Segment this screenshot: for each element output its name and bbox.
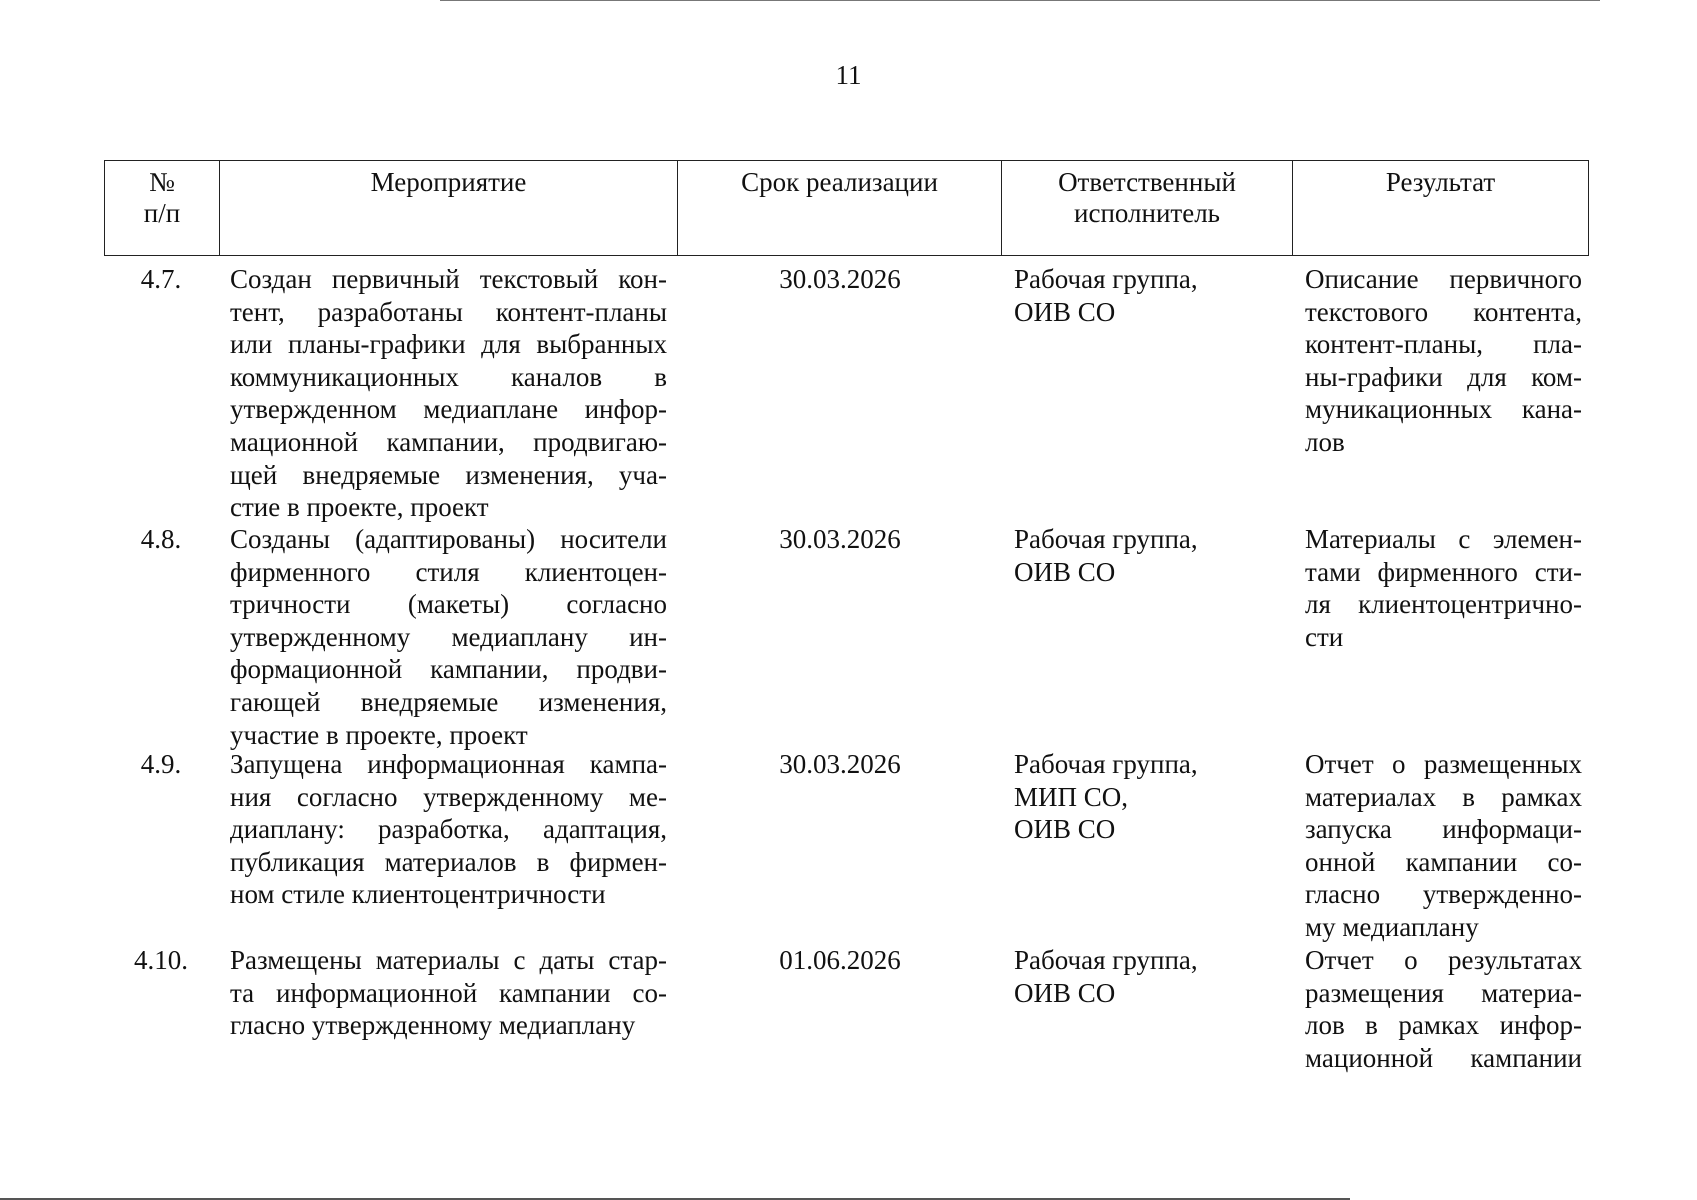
responsible-line: Рабочая группа, xyxy=(1014,524,1198,554)
responsible-line: Рабочая группа, xyxy=(1014,264,1198,294)
event-line: фирменного стиля клиентоцен- xyxy=(230,556,667,587)
header-responsible-cell xyxy=(1001,160,1293,256)
row-number: 4.10. xyxy=(134,945,188,975)
event-line: та информационной кампании со- xyxy=(230,977,667,1008)
header-deadline-label: Срок реализации xyxy=(741,167,938,197)
event-line: участие в проекте, проект xyxy=(230,719,528,750)
result-line: Отчет о размещенных xyxy=(1305,749,1582,779)
result-line: материалах в рамках xyxy=(1305,781,1582,812)
row-responsible xyxy=(1014,523,1274,588)
row-event xyxy=(230,523,667,751)
event-line: утвержденному медиаплану ин- xyxy=(230,621,667,652)
result-line: лов xyxy=(1305,426,1345,457)
event-line: стие в проекте, проект xyxy=(230,492,489,523)
result-line: тами фирменного сти- xyxy=(1305,556,1582,587)
result-line: гласно утвержденно- xyxy=(1305,879,1582,910)
row-event xyxy=(230,748,667,911)
header-result-cell xyxy=(1292,160,1589,256)
row-result xyxy=(1305,523,1582,653)
result-line: Материалы с элемен- xyxy=(1305,524,1582,554)
event-line: щей внедряемые изменения, уча- xyxy=(230,459,667,490)
row-event xyxy=(230,263,667,524)
row-date: 30.03.2026 xyxy=(779,524,901,554)
result-line: муникационных кана- xyxy=(1305,394,1582,425)
row-responsible xyxy=(1014,944,1274,1009)
header-event-label: Мероприятие xyxy=(370,167,527,197)
event-line: Запущена информационная кампа- xyxy=(230,749,667,779)
row-result xyxy=(1305,944,1582,1074)
result-line: Отчет о результатах xyxy=(1305,945,1582,975)
result-line: размещения материа- xyxy=(1305,977,1582,1008)
result-line: му медиаплану xyxy=(1305,911,1479,942)
event-line: тричности (макеты) согласно xyxy=(230,589,667,620)
header-responsible-line2: исполнитель xyxy=(1074,198,1220,228)
row-date: 30.03.2026 xyxy=(779,264,901,294)
result-line: текстового контента, xyxy=(1305,296,1582,327)
result-line: мационной кампании xyxy=(1305,1042,1582,1073)
responsible-line: МИП СО, xyxy=(1014,781,1129,812)
result-line: сти xyxy=(1305,621,1344,652)
result-line: лов в рамках инфор- xyxy=(1305,1010,1582,1041)
row-number: 4.8. xyxy=(140,524,182,554)
result-line: Описание первичного xyxy=(1305,264,1582,294)
result-line: ны-графики для ком- xyxy=(1305,361,1582,392)
event-line: диаплану: разработка, адаптация, xyxy=(230,814,667,845)
header-responsible-line1: Ответственный xyxy=(1058,167,1236,197)
row-result xyxy=(1305,263,1582,459)
top-rule xyxy=(440,0,1600,1)
header-number-line2: п/п xyxy=(143,198,181,228)
event-line: Создан первичный текстовый кон- xyxy=(230,264,667,294)
header-number-line1: № xyxy=(149,167,175,197)
event-line: Созданы (адаптированы) носители xyxy=(230,524,667,554)
event-line: коммуникационных каналов в xyxy=(230,361,667,392)
result-line: контент-планы, пла- xyxy=(1305,329,1582,360)
responsible-line: Рабочая группа, xyxy=(1014,749,1198,779)
page-number: 11 xyxy=(835,60,862,90)
row-date: 01.06.2026 xyxy=(779,945,901,975)
event-line: ном стиле клиентоцентричности xyxy=(230,879,606,910)
event-line: гающей внедряемые изменения, xyxy=(230,686,667,717)
event-line: утвержденном медиаплане инфор- xyxy=(230,394,667,425)
responsible-line: ОИВ СО xyxy=(1014,296,1116,327)
responsible-line: ОИВ СО xyxy=(1014,977,1116,1008)
row-responsible xyxy=(1014,263,1274,328)
row-number: 4.7. xyxy=(140,264,182,294)
header-deadline-cell xyxy=(677,160,1002,256)
row-result xyxy=(1305,748,1582,944)
row-date: 30.03.2026 xyxy=(779,749,901,779)
result-line: ля клиентоцентрично- xyxy=(1305,589,1582,620)
row-event xyxy=(230,944,667,1042)
header-result-label: Результат xyxy=(1385,167,1496,197)
responsible-line: Рабочая группа, xyxy=(1014,945,1198,975)
event-line: гласно утвержденному медиаплану xyxy=(230,1010,636,1041)
event-line: Размещены материалы с даты стар- xyxy=(230,945,667,975)
event-line: публикация материалов в фирмен- xyxy=(230,846,667,877)
header-number-cell xyxy=(104,160,220,256)
responsible-line: ОИВ СО xyxy=(1014,814,1116,845)
row-responsible xyxy=(1014,748,1274,846)
responsible-line: ОИВ СО xyxy=(1014,556,1116,587)
event-line: мационной кампании, продвигаю- xyxy=(230,426,667,457)
event-line: тент, разработаны контент-планы xyxy=(230,296,667,327)
event-line: формационной кампании, продви- xyxy=(230,654,667,685)
result-line: онной кампании со- xyxy=(1305,846,1582,877)
result-line: запуска информаци- xyxy=(1305,814,1582,845)
event-line: ния согласно утвержденному ме- xyxy=(230,781,667,812)
row-number: 4.9. xyxy=(140,749,182,779)
header-event-cell xyxy=(219,160,678,256)
event-line: или планы-графики для выбранных xyxy=(230,329,667,360)
